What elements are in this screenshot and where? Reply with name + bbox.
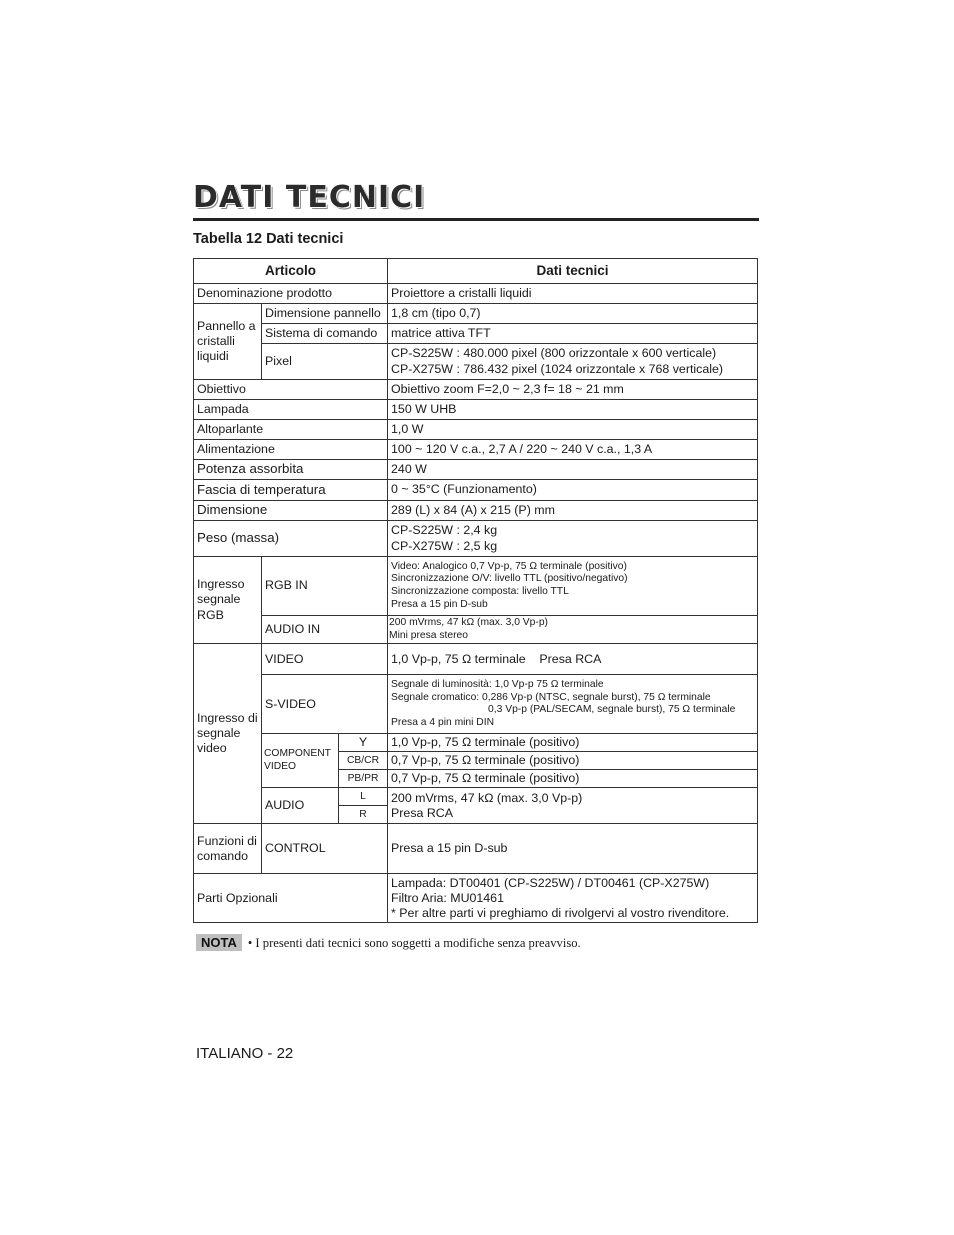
note-badge: NOTA bbox=[196, 934, 242, 951]
table-row bbox=[194, 521, 758, 557]
value-line: Video: Analogico 0,7 Vp-p, 75 Ω terminale (positivo) bbox=[391, 560, 627, 572]
note-text: • I presenti dati tecnici sono soggetti a modifiche senza preavviso. bbox=[247, 936, 581, 950]
label-component-cb-cr: CB/CR bbox=[339, 752, 388, 770]
spec-table bbox=[193, 258, 758, 923]
table-row bbox=[194, 675, 758, 734]
value-audio bbox=[388, 788, 758, 824]
label-rgb-in: RGB IN bbox=[262, 557, 388, 616]
value-line: Sincronizzazione composta: livello TTL bbox=[391, 586, 569, 597]
label-component-video: COMPONENT VIDEO bbox=[262, 734, 339, 788]
value-control: Presa a 15 pin D-sub bbox=[388, 824, 758, 874]
table-row bbox=[194, 420, 758, 440]
table-row bbox=[194, 400, 758, 420]
label-parti-opzionali: Parti Opzionali bbox=[194, 874, 388, 923]
label-audio: AUDIO bbox=[262, 788, 339, 824]
label-component-pb-pr: PB/PR bbox=[339, 770, 388, 788]
label-denominazione: Denominazione prodotto bbox=[194, 284, 388, 304]
label-ingresso-rgb: Ingresso segnale RGB bbox=[194, 557, 262, 644]
table-row bbox=[194, 824, 758, 874]
label-control: CONTROL bbox=[262, 824, 388, 874]
col-header-articolo: Articolo bbox=[194, 259, 388, 284]
label-obiettivo: Obiettivo bbox=[194, 380, 388, 400]
table-row bbox=[194, 344, 758, 380]
value-pixel bbox=[388, 344, 758, 380]
table-row bbox=[194, 788, 758, 806]
title-rule bbox=[193, 218, 759, 221]
label-audio-l: L bbox=[339, 788, 388, 806]
table-row bbox=[194, 284, 758, 304]
label-lampada: Lampada bbox=[194, 400, 388, 420]
label-pixel: Pixel bbox=[262, 344, 388, 380]
label-audio-in: AUDIO IN bbox=[262, 616, 388, 644]
label-audio-r: R bbox=[339, 806, 388, 824]
value-lampada: 150 W UHB bbox=[388, 400, 758, 420]
value-line: 0,3 Vp-p (PAL/SECAM, segnale burst), 75 Ω terminale bbox=[488, 704, 736, 716]
value-peso bbox=[388, 521, 758, 557]
table-header-row bbox=[194, 259, 758, 284]
label-temperatura: Fascia di temperatura bbox=[194, 480, 388, 501]
label-s-video: S-VIDEO bbox=[262, 675, 388, 734]
value-line: Segnale cromatico: 0,286 Vp-p (NTSC, segnale burst), 75 Ω terminale bbox=[391, 691, 711, 703]
value-line: Presa a 4 pin mini DIN bbox=[391, 716, 495, 728]
value-component-pb-pr: 0,7 Vp-p, 75 Ω terminale (positivo) bbox=[388, 770, 758, 788]
label-pannello: Pannello a cristalli liquidi bbox=[194, 304, 262, 380]
table-row bbox=[194, 460, 758, 480]
value-obiettivo: Obiettivo zoom F=2,0 ~ 2,3 f= 18 ~ 21 mm bbox=[388, 380, 758, 400]
value-line: CP-X275W : 2,5 kg bbox=[391, 538, 498, 553]
value-line: 200 mVrms, 47 kΩ (max. 3,0 Vp-p) bbox=[389, 617, 548, 628]
value-line: Mini presa stereo bbox=[389, 629, 469, 641]
table-row bbox=[194, 644, 758, 675]
value-line: 200 mVrms, 47 kΩ (max. 3,0 Vp-p) bbox=[391, 790, 583, 805]
label-altoparlante: Altoparlante bbox=[194, 420, 388, 440]
label-dimensione-pannello: Dimensione pannello bbox=[262, 304, 388, 324]
label-ingresso-video: Ingresso di segnale video bbox=[194, 644, 262, 824]
value-line: Sincronizzazione O/V: livello TTL (positivo/negativo) bbox=[391, 573, 628, 585]
value-dimensione-pannello: 1,8 cm (tipo 0,7) bbox=[388, 304, 758, 324]
table-row bbox=[194, 616, 758, 644]
value-sistema-comando: matrice attiva TFT bbox=[388, 324, 758, 344]
table-row bbox=[194, 480, 758, 501]
label-dimensione: Dimensione bbox=[194, 501, 388, 521]
table-row bbox=[194, 440, 758, 460]
value-line: CP-S225W : 480.000 pixel (800 orizzontale x 600 verticale) bbox=[391, 346, 717, 361]
table-row bbox=[194, 874, 758, 923]
value-alimentazione: 100 ~ 120 V c.a., 2,7 A / 220 ~ 240 V c.a., 1,3 A bbox=[388, 440, 758, 460]
label-peso: Peso (massa) bbox=[194, 521, 388, 557]
value-line: Segnale di luminosità: 1,0 Vp-p 75 Ω terminale bbox=[391, 679, 604, 690]
label-component-y: Y bbox=[339, 734, 388, 752]
value-video: 1,0 Vp-p, 75 Ω terminale Presa RCA bbox=[388, 644, 758, 675]
page-title: DATI TECNICI bbox=[193, 180, 426, 215]
value-line: Presa a 15 pin D-sub bbox=[391, 598, 488, 610]
value-potenza: 240 W bbox=[388, 460, 758, 480]
value-line: CP-S225W : 2,4 kg bbox=[391, 523, 498, 538]
value-component-cb-cr: 0,7 Vp-p, 75 Ω terminale (positivo) bbox=[388, 752, 758, 770]
value-line: Filtro Aria: MU01461 bbox=[391, 890, 504, 905]
table-row bbox=[194, 304, 758, 324]
table-row bbox=[194, 380, 758, 400]
value-audio-in bbox=[388, 616, 758, 644]
value-temperatura: 0 ~ 35°C (Funzionamento) bbox=[388, 480, 758, 501]
note bbox=[196, 934, 581, 951]
value-denominazione: Proiettore a cristalli liquidi bbox=[388, 284, 758, 304]
value-dimensione: 289 (L) x 84 (A) x 215 (P) mm bbox=[388, 501, 758, 521]
table-row bbox=[194, 324, 758, 344]
table-row bbox=[194, 734, 758, 752]
value-line: * Per altre parti vi preghiamo di rivolgervi al vostro rivenditore. bbox=[391, 906, 730, 921]
value-component-y: 1,0 Vp-p, 75 Ω terminale (positivo) bbox=[388, 734, 758, 752]
value-s-video bbox=[388, 675, 758, 734]
value-line: CP-X275W : 786.432 pixel (1024 orizzontale x 768 verticale) bbox=[391, 361, 724, 376]
label-alimentazione: Alimentazione bbox=[194, 440, 388, 460]
label-video: VIDEO bbox=[262, 644, 388, 675]
table-caption: Tabella 12 Dati tecnici bbox=[193, 231, 344, 247]
label-funzioni-comando: Funzioni di comando bbox=[194, 824, 262, 874]
table-row bbox=[194, 501, 758, 521]
value-parti-opzionali bbox=[388, 874, 758, 923]
label-potenza: Potenza assorbita bbox=[194, 460, 388, 480]
value-line: Presa RCA bbox=[391, 805, 454, 820]
page-footer: ITALIANO - 22 bbox=[196, 1045, 294, 1062]
value-line: Lampada: DT00401 (CP-S225W) / DT00461 (CP-X275W) bbox=[391, 875, 710, 890]
table-row bbox=[194, 557, 758, 616]
col-header-dati: Dati tecnici bbox=[388, 259, 758, 284]
value-altoparlante: 1,0 W bbox=[388, 420, 758, 440]
value-rgb-in bbox=[388, 557, 758, 616]
label-sistema-comando: Sistema di comando bbox=[262, 324, 388, 344]
